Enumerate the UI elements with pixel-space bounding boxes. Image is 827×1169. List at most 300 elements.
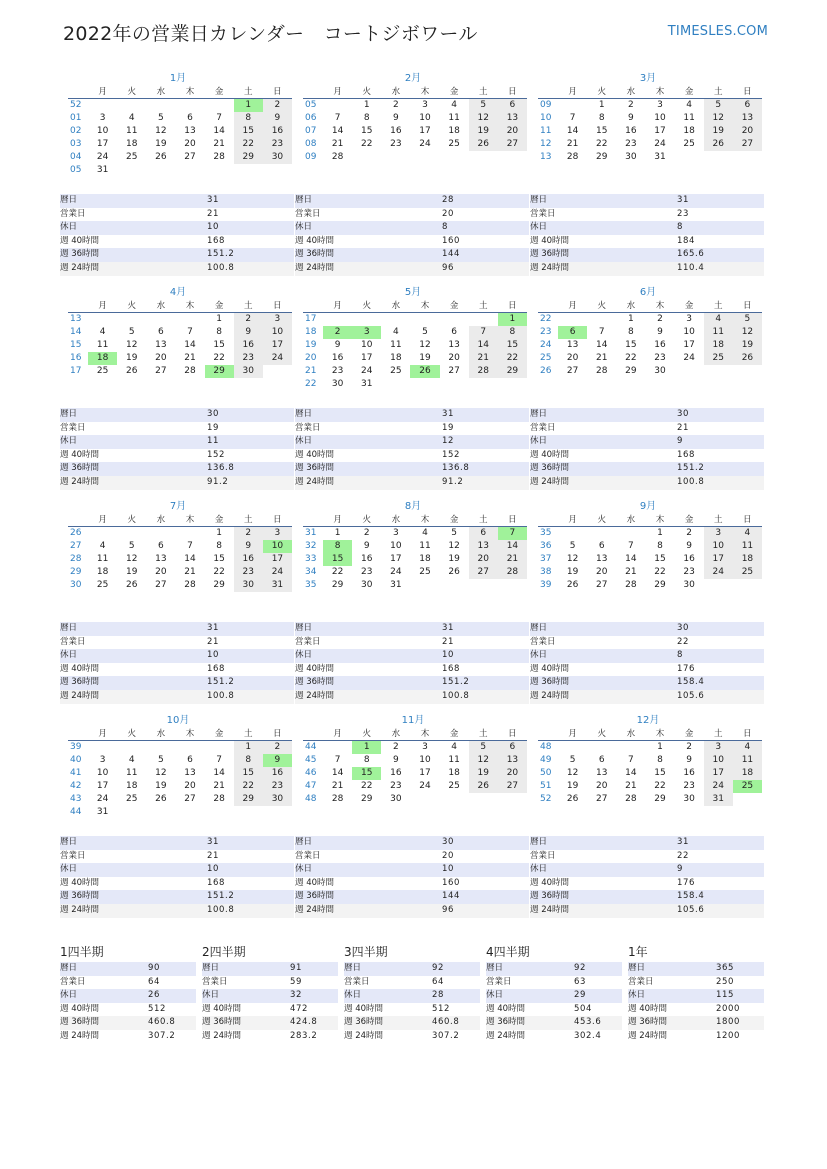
day-cell: 9 <box>392 755 399 765</box>
day-cell: 26 <box>155 794 167 804</box>
stat-row <box>202 1030 338 1044</box>
day-cell: 25 <box>96 366 109 376</box>
stat-row <box>60 1016 196 1030</box>
stat-row <box>60 989 196 1003</box>
day-cell: 18 <box>448 126 460 136</box>
stat-value: 136.8 <box>442 463 470 474</box>
week-row <box>68 527 292 541</box>
day-cell: 8 <box>216 541 222 551</box>
day-cell: 18 <box>683 126 695 136</box>
stat-row <box>60 435 294 449</box>
day-cell: 11 <box>733 754 762 767</box>
day-cell: 27 <box>155 366 167 376</box>
stat-value: 283.2 <box>290 1030 318 1041</box>
stat-row <box>60 836 294 850</box>
week-number: 15 <box>70 340 82 350</box>
month-table <box>303 729 527 806</box>
stat-value: 9 <box>677 864 684 875</box>
day-cell: 2 <box>363 528 370 538</box>
weekday-header: 水 <box>381 729 410 741</box>
weekday-header: 日 <box>733 301 762 313</box>
month-calendar <box>63 73 293 177</box>
weekday-header: 木 <box>175 87 204 99</box>
day-cell: 2 <box>392 742 399 752</box>
quarter-title: 1年 <box>628 945 648 959</box>
day-cell: 20 <box>498 767 527 780</box>
stat-value: 472 <box>290 1003 309 1014</box>
stat-row <box>344 1003 480 1017</box>
stat-label: 週 36時間 <box>295 249 335 260</box>
day-cell: 14 <box>625 768 637 778</box>
week-number: 09 <box>305 152 317 162</box>
week-number-header <box>538 515 558 527</box>
stat-value: 31 <box>207 623 220 633</box>
month-table <box>538 87 762 164</box>
stat-label: 暦日 <box>60 963 78 973</box>
day-cell: 24 <box>96 794 109 804</box>
quarter-block <box>628 942 764 1044</box>
week-row <box>538 326 762 339</box>
day-cell: 31 <box>390 580 402 590</box>
week-number: 30 <box>70 580 82 590</box>
day-cell: 23 <box>331 366 344 376</box>
day-cell: 8 <box>234 754 263 767</box>
day-cell: 7 <box>627 755 634 765</box>
week-row <box>68 164 292 177</box>
stat-row <box>60 690 294 704</box>
day-cell: 13 <box>155 340 167 350</box>
month-name: 5月 <box>404 287 422 298</box>
holiday-cell: 10 <box>263 540 292 553</box>
day-cell <box>117 806 146 819</box>
day-cell <box>352 151 381 164</box>
quarter-title: 3四半期 <box>344 945 388 959</box>
stat-label: 暦日 <box>295 623 313 633</box>
stat-value: 151.2 <box>207 891 235 902</box>
stat-label: 週 40時間 <box>60 449 100 460</box>
stat-row <box>295 235 529 249</box>
week-row <box>538 579 762 592</box>
weekday-header-row <box>68 729 292 741</box>
day-cell: 28 <box>498 566 527 579</box>
stat-label: 週 24時間 <box>60 1030 100 1041</box>
week-row <box>68 125 292 138</box>
day-cell <box>410 793 439 806</box>
stat-row <box>60 904 294 918</box>
week-row <box>303 754 527 767</box>
stat-label: 週 40時間 <box>530 449 570 460</box>
week-row <box>303 112 527 125</box>
stat-label: 週 36時間 <box>295 891 335 902</box>
stat-label: 営業日 <box>60 850 86 861</box>
stat-value: 19 <box>207 422 220 433</box>
day-cell <box>175 741 204 755</box>
stat-label: 週 40時間 <box>628 1003 668 1014</box>
day-cell: 26 <box>469 138 498 151</box>
week-number: 07 <box>305 126 317 136</box>
day-cell: 16 <box>263 125 292 138</box>
day-cell: 14 <box>566 126 579 136</box>
month-calendar <box>63 715 293 819</box>
stat-value: 100.8 <box>207 690 235 701</box>
weekday-header: 金 <box>440 301 469 313</box>
stat-value: 31 <box>442 623 455 633</box>
stat-label: 休日 <box>628 990 646 1001</box>
day-cell: 29 <box>213 580 225 590</box>
day-cell <box>469 793 498 806</box>
weekday-header: 水 <box>146 87 175 99</box>
stat-row <box>202 1016 338 1030</box>
day-cell: 18 <box>125 139 138 149</box>
day-cell <box>175 527 204 541</box>
day-cell: 16 <box>683 554 695 564</box>
stat-row <box>530 476 764 490</box>
stat-value: 504 <box>574 1003 593 1014</box>
day-cell: 26 <box>155 152 167 162</box>
week-number: 20 <box>305 353 317 363</box>
week-row <box>538 754 762 767</box>
stat-value: 10 <box>207 222 220 233</box>
week-row <box>303 151 527 164</box>
day-cell: 29 <box>360 794 373 804</box>
quarter-block <box>60 942 196 1044</box>
day-cell: 8 <box>498 326 527 339</box>
day-cell: 30 <box>390 794 402 804</box>
day-cell: 13 <box>498 754 527 767</box>
day-cell: 5 <box>704 99 733 113</box>
stat-label: 休日 <box>295 650 313 661</box>
day-cell: 16 <box>625 126 637 136</box>
day-cell: 17 <box>419 768 431 778</box>
stat-label: 週 24時間 <box>344 1030 384 1041</box>
day-cell: 23 <box>625 139 637 149</box>
day-cell: 19 <box>566 567 579 577</box>
week-number-header <box>303 301 323 313</box>
stat-row <box>60 1003 196 1017</box>
day-cell <box>146 164 175 177</box>
day-cell <box>469 378 498 391</box>
stat-value: 176 <box>677 877 696 888</box>
weekday-header: 日 <box>733 729 762 741</box>
weekday-header: 土 <box>469 87 498 99</box>
stat-label: 休日 <box>344 990 362 1001</box>
day-cell: 13 <box>733 112 762 125</box>
stat-row <box>628 989 764 1003</box>
stat-label: 営業日 <box>295 422 321 433</box>
weekday-header: 水 <box>146 301 175 313</box>
day-cell: 15 <box>625 340 637 350</box>
day-cell: 30 <box>331 379 344 389</box>
month-name: 9月 <box>639 501 657 512</box>
month-calendar <box>298 73 528 164</box>
day-cell: 30 <box>683 794 695 804</box>
stat-value: 168 <box>207 235 226 246</box>
day-cell: 16 <box>360 554 373 564</box>
weekday-header: 金 <box>675 301 704 313</box>
day-cell <box>440 313 469 327</box>
stat-row <box>202 976 338 990</box>
stat-label: 休日 <box>60 222 78 233</box>
day-cell: 24 <box>96 152 109 162</box>
stat-row <box>295 221 529 235</box>
month-table <box>68 515 292 592</box>
day-cell: 12 <box>125 554 138 564</box>
day-cell <box>498 151 527 164</box>
stat-value: 31 <box>207 837 220 847</box>
day-cell: 5 <box>469 99 498 113</box>
day-cell: 9 <box>234 540 263 553</box>
day-cell <box>205 806 234 819</box>
day-cell: 17 <box>419 126 431 136</box>
day-cell: 21 <box>331 781 344 791</box>
day-cell: 14 <box>331 768 344 778</box>
stat-value: 30 <box>442 837 455 847</box>
stat-label: 週 40時間 <box>60 877 100 888</box>
stat-row <box>486 976 622 990</box>
day-cell <box>469 151 498 164</box>
week-row <box>303 378 527 391</box>
month-stats <box>530 408 764 490</box>
day-cell: 28 <box>469 365 498 378</box>
stat-label: 週 36時間 <box>530 677 570 688</box>
stat-row <box>530 449 764 463</box>
stat-label: 営業日 <box>530 636 556 647</box>
day-cell: 31 <box>704 793 733 806</box>
holiday-cell: 1 <box>352 741 381 755</box>
stat-label: 週 40時間 <box>295 663 335 674</box>
stat-row <box>486 962 622 976</box>
stat-row <box>530 622 764 636</box>
week-row <box>303 138 527 151</box>
week-row <box>538 540 762 553</box>
stat-row <box>295 863 529 877</box>
day-cell: 1 <box>627 314 634 324</box>
day-cell <box>205 164 234 177</box>
day-cell: 11 <box>125 126 138 136</box>
day-cell: 29 <box>654 580 666 590</box>
stat-value: 22 <box>677 636 690 647</box>
stat-row <box>530 636 764 650</box>
day-cell: 9 <box>686 755 692 765</box>
day-cell: 22 <box>213 353 225 363</box>
brand-logo[interactable]: TIMESLES.COM <box>667 24 768 39</box>
weekday-header: 火 <box>587 515 616 527</box>
day-cell: 7 <box>334 113 341 123</box>
stat-label: 休日 <box>530 864 548 875</box>
day-cell: 14 <box>213 768 225 778</box>
weekday-header: 火 <box>352 301 381 313</box>
stat-value: 110.4 <box>677 262 705 273</box>
stat-value: 152 <box>442 449 461 460</box>
week-number: 47 <box>305 781 317 791</box>
day-cell: 26 <box>566 580 579 590</box>
holiday-cell: 15 <box>323 553 352 566</box>
day-cell: 20 <box>155 353 167 363</box>
stat-value: 21 <box>677 422 690 433</box>
stat-row <box>530 462 764 476</box>
weekday-header: 火 <box>117 87 146 99</box>
day-cell <box>88 527 117 541</box>
day-cell: 3 <box>704 741 733 755</box>
stat-row <box>530 676 764 690</box>
stat-row <box>530 194 764 208</box>
day-cell: 22 <box>234 780 263 793</box>
weekday-header: 月 <box>323 87 352 99</box>
day-cell <box>323 313 352 327</box>
week-number: 13 <box>70 314 82 324</box>
day-cell <box>117 164 146 177</box>
day-cell: 19 <box>566 781 579 791</box>
day-cell <box>263 806 292 819</box>
day-cell: 10 <box>704 754 733 767</box>
day-cell: 29 <box>234 793 263 806</box>
week-number: 19 <box>305 340 317 350</box>
stat-row <box>295 462 529 476</box>
stat-label: 休日 <box>60 650 78 661</box>
weekday-header: 水 <box>146 729 175 741</box>
weekday-header-row <box>538 301 762 313</box>
day-cell <box>352 313 381 327</box>
stat-row <box>530 235 764 249</box>
day-cell: 5 <box>422 327 428 337</box>
month-table <box>303 87 527 164</box>
day-cell: 7 <box>216 113 222 123</box>
stat-row <box>530 208 764 222</box>
week-row <box>303 540 527 553</box>
day-cell <box>558 741 587 755</box>
stat-label: 週 36時間 <box>628 1017 668 1028</box>
day-cell: 1 <box>363 100 370 110</box>
stat-label: 営業日 <box>60 636 86 647</box>
day-cell: 30 <box>263 793 292 806</box>
stat-label: 休日 <box>60 990 78 1001</box>
stat-row <box>530 248 764 262</box>
month-calendar <box>298 501 528 592</box>
week-number-header <box>538 301 558 313</box>
week-row <box>303 326 527 339</box>
day-cell: 4 <box>733 527 762 541</box>
week-number: 41 <box>70 768 82 778</box>
week-number-header <box>68 301 88 313</box>
stat-value: 460.8 <box>148 1017 176 1028</box>
week-number: 38 <box>540 567 552 577</box>
day-cell <box>733 151 762 164</box>
day-cell <box>558 313 587 327</box>
day-cell: 17 <box>96 781 109 791</box>
stat-value: 91.2 <box>442 476 464 487</box>
month-name: 3月 <box>639 73 657 84</box>
week-number-header <box>303 515 323 527</box>
day-cell: 3 <box>657 100 663 110</box>
weekday-header: 火 <box>352 515 381 527</box>
day-cell: 4 <box>422 528 428 538</box>
stat-label: 週 40時間 <box>60 663 100 674</box>
day-cell: 28 <box>625 580 637 590</box>
day-cell: 29 <box>625 366 637 376</box>
stat-value: 96 <box>442 904 455 915</box>
day-cell: 24 <box>263 566 292 579</box>
stat-label: 週 36時間 <box>530 249 570 260</box>
stat-label: 週 24時間 <box>60 904 100 915</box>
week-row <box>303 352 527 365</box>
day-cell <box>323 741 352 755</box>
day-cell: 9 <box>392 113 399 123</box>
day-cell: 1 <box>216 314 222 324</box>
weekday-header: 火 <box>587 729 616 741</box>
stat-label: 週 40時間 <box>60 235 100 246</box>
stat-label: 週 36時間 <box>295 463 335 474</box>
month-stats <box>60 194 294 276</box>
stat-label: 週 36時間 <box>60 249 100 260</box>
day-cell: 1 <box>334 528 341 538</box>
day-cell <box>498 793 527 806</box>
week-row <box>538 99 762 113</box>
week-number-header <box>303 729 323 741</box>
stat-row <box>530 435 764 449</box>
day-cell: 3 <box>263 313 292 327</box>
holiday-cell: 26 <box>410 365 439 378</box>
stat-value: 31 <box>677 837 690 847</box>
day-cell: 20 <box>184 781 196 791</box>
week-row <box>68 806 292 819</box>
day-cell: 28 <box>625 794 637 804</box>
day-cell: 4 <box>704 313 733 327</box>
week-number: 44 <box>305 742 317 752</box>
stat-label: 週 40時間 <box>344 1003 384 1014</box>
week-row <box>68 767 292 780</box>
week-number: 13 <box>540 152 552 162</box>
day-cell: 12 <box>419 340 431 350</box>
month-name: 10月 <box>166 715 190 726</box>
weekday-header: 木 <box>410 301 439 313</box>
day-cell: 6 <box>451 327 457 337</box>
stat-label: 営業日 <box>486 976 512 987</box>
week-row <box>538 527 762 541</box>
day-cell <box>381 313 410 327</box>
day-cell: 25 <box>419 567 431 577</box>
week-number: 48 <box>305 794 317 804</box>
stat-value: 151.2 <box>442 677 470 688</box>
day-cell: 22 <box>213 567 225 577</box>
stat-row <box>530 408 764 422</box>
day-cell <box>704 365 733 378</box>
stat-value: 23 <box>677 208 690 219</box>
day-cell: 8 <box>598 113 605 123</box>
day-cell: 11 <box>96 340 109 350</box>
weekday-header: 木 <box>410 515 439 527</box>
day-cell: 11 <box>125 768 138 778</box>
weekday-header: 水 <box>381 87 410 99</box>
day-cell <box>440 579 469 592</box>
stat-row <box>295 636 529 650</box>
stat-value: 144 <box>442 891 461 902</box>
stat-label: 休日 <box>295 864 313 875</box>
month-stats <box>295 194 529 276</box>
day-cell: 28 <box>566 152 579 162</box>
day-cell <box>410 579 439 592</box>
week-row <box>68 793 292 806</box>
stat-value: 168 <box>207 877 226 888</box>
day-cell <box>175 99 204 113</box>
day-cell: 19 <box>704 125 733 138</box>
stat-row <box>530 221 764 235</box>
day-cell: 21 <box>595 353 608 363</box>
day-cell: 24 <box>704 780 733 793</box>
week-number: 37 <box>540 554 552 564</box>
weekday-header: 火 <box>117 515 146 527</box>
day-cell: 6 <box>469 527 498 541</box>
day-cell: 17 <box>683 340 695 350</box>
